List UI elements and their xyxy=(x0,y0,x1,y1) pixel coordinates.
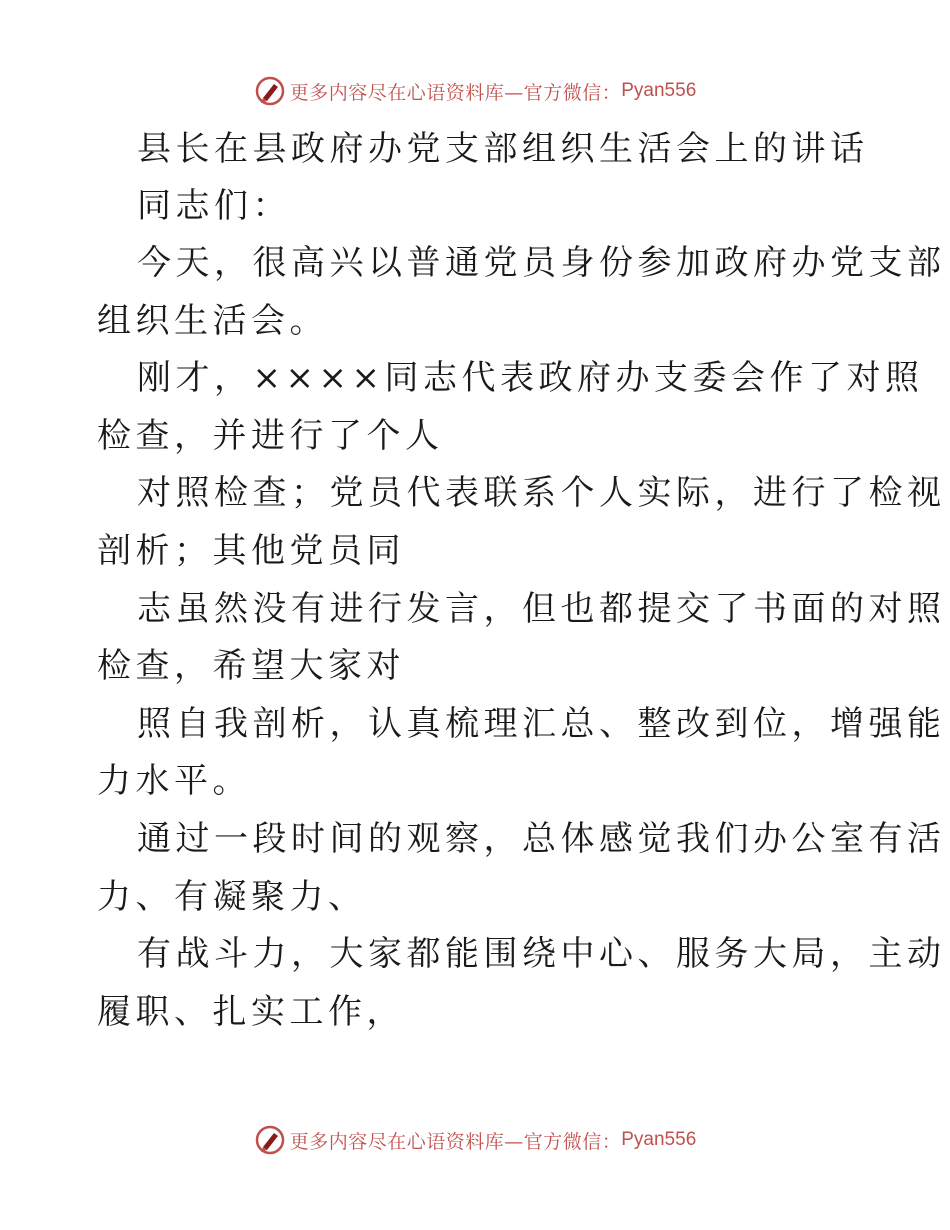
watermark-text: 更多内容尽在心语资料库—官方微信： xyxy=(289,1130,622,1153)
text-line: 对照检查；党员代表联系个人实际，进行了检视 xyxy=(137,473,946,514)
pen-logo-icon xyxy=(254,75,286,107)
text-line: 刚才，××××同志代表政府办支委会作了对照 xyxy=(137,358,924,399)
greeting: 同志们： xyxy=(137,186,291,226)
text-line: 照自我剖析，认真梳理汇总、整改到位，增强能 xyxy=(137,703,946,744)
footer-watermark xyxy=(0,1120,950,1160)
document-body xyxy=(97,124,946,1041)
document-title: 县长在县政府办党支部组织生活会上的讲话 xyxy=(137,129,869,169)
text-line: 今天，很高兴以普通党员身份参加政府办党支部 xyxy=(137,243,946,283)
pen-logo-icon xyxy=(254,1124,286,1156)
watermark-wechat-id: Pyan556 xyxy=(621,1129,697,1150)
text-line: 通过一段时间的观察，总体感觉我们办公室有活 xyxy=(137,818,946,859)
text-line: 力水平。 xyxy=(97,761,251,802)
watermark-wechat-id: Pyan556 xyxy=(621,80,697,101)
text-line: 剖析；其他党员同 xyxy=(97,530,405,571)
text-line: 志虽然没有进行发言，但也都提交了书面的对照 xyxy=(137,588,946,629)
text-line: 组织生活会。 xyxy=(97,300,328,341)
text-line: 检查，并进行了个人 xyxy=(97,415,444,456)
text-line: 有战斗力，大家都能围绕中心、服务大局，主动 xyxy=(137,934,946,975)
watermark-text: 更多内容尽在心语资料库—官方微信： xyxy=(289,81,622,104)
text-line: 力、有凝聚力、 xyxy=(97,876,367,917)
header-watermark xyxy=(0,71,950,111)
text-line: 履职、扎实工作， xyxy=(97,991,405,1032)
text-line: 检查，希望大家对 xyxy=(97,646,405,687)
